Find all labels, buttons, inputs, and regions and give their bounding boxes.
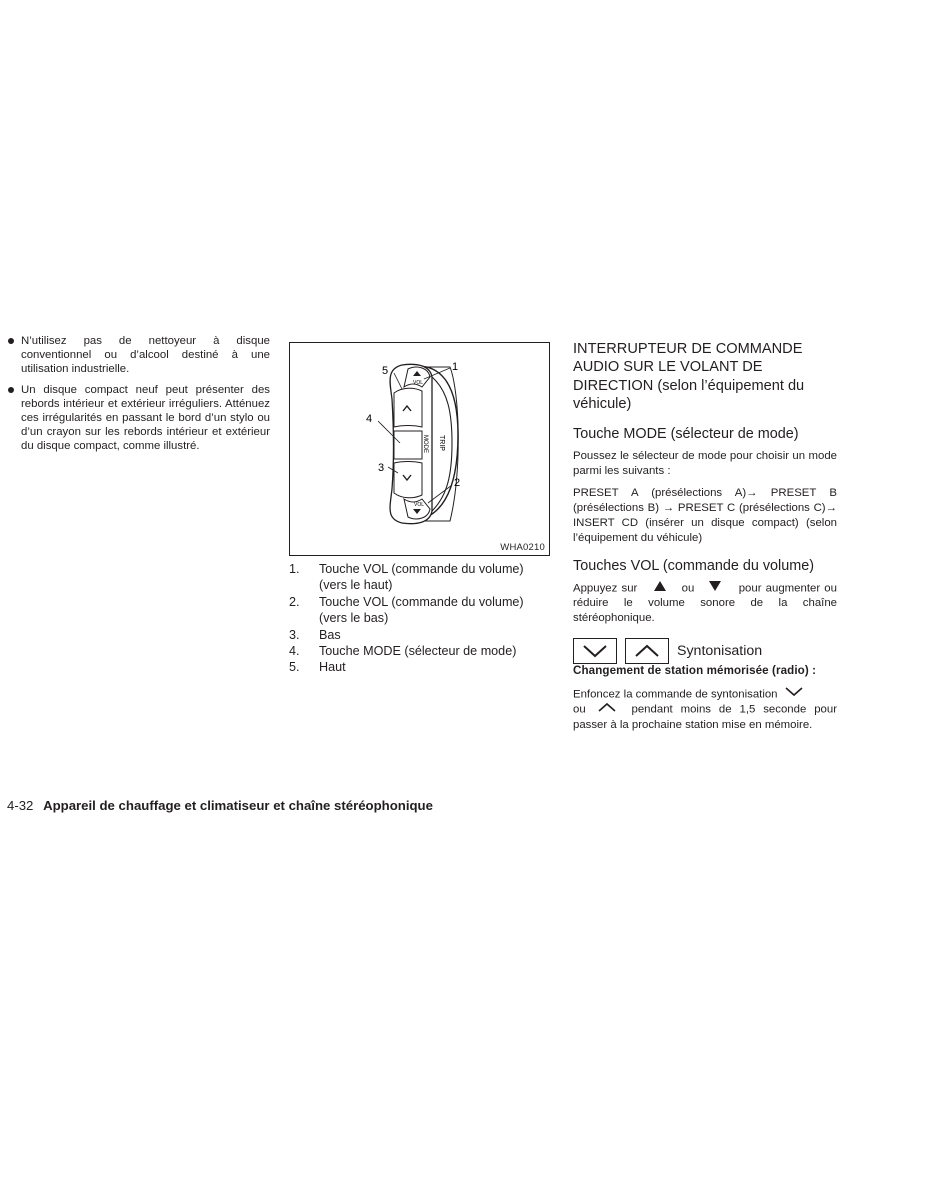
steering-switch-figure bbox=[289, 342, 550, 556]
preset-heading: Changement de station mémorisée (radio) : bbox=[573, 664, 817, 678]
chevron-up-icon bbox=[598, 702, 616, 717]
trip-button-label: TRIP bbox=[438, 435, 445, 451]
legend-number: 5. bbox=[289, 660, 300, 675]
vol-paragraph bbox=[573, 581, 837, 627]
right-column bbox=[573, 340, 837, 740]
tuning-text-or: ou bbox=[573, 703, 586, 716]
legend-item bbox=[289, 561, 552, 594]
vol-text-end: pour augmenter ou réduire le volume sonore de la chaîne stéréophonique. bbox=[573, 582, 837, 625]
tune-down-button bbox=[573, 638, 617, 664]
tuning-paragraph bbox=[573, 687, 837, 733]
legend-number: 2. bbox=[289, 594, 300, 609]
vol-text-or: ou bbox=[681, 582, 695, 595]
mode-heading: Touche MODE (sélecteur de mode) bbox=[573, 425, 799, 442]
mode-paragraph: Poussez le sélecteur de mode pour choisir un mode parmi les suivants : bbox=[573, 449, 837, 477]
section-heading-caps: INTERRUPTEUR DE COMMANDE AUDIO SUR LE VOLANT DE DIRECTION bbox=[573, 341, 803, 394]
callout-4: 4 bbox=[366, 413, 373, 425]
triangle-up-icon bbox=[654, 581, 666, 596]
legend-item bbox=[289, 659, 552, 675]
left-column bbox=[8, 334, 270, 460]
callout-1: 1 bbox=[452, 361, 459, 373]
middle-column bbox=[289, 342, 552, 676]
legend-text: Touche VOL (commande du volume) (vers le bas) bbox=[319, 594, 524, 626]
mode-sequence: PRESET A (présélections A)→ PRESET B (présélections B) → PRESET C (présélections C)→ INSERT CD (insérer un disque compact) (selon l’équipement du véhicule) bbox=[573, 486, 837, 544]
callout-3: 3 bbox=[378, 462, 385, 474]
legend-text: Touche VOL (commande du volume) (vers le haut) bbox=[319, 562, 524, 593]
legend-text: Touche MODE (sélecteur de mode) bbox=[319, 644, 517, 659]
figure-legend bbox=[289, 561, 552, 676]
legend-text: Haut bbox=[319, 660, 346, 675]
page-footer bbox=[7, 798, 433, 814]
steering-switch-illustration bbox=[290, 343, 549, 555]
section-title: Appareil de chauffage et climatiseur et chaîne stéréophonique bbox=[43, 798, 433, 813]
tuning-text-end: pendant moins de 1,5 seconde pour passer à la prochaine station mise en mémoire. bbox=[573, 703, 838, 731]
cleaning-bullet-list bbox=[8, 334, 270, 454]
chevron-down-icon bbox=[582, 644, 608, 658]
tuning-label: Syntonisation bbox=[677, 642, 763, 659]
tune-up-button bbox=[625, 638, 669, 664]
legend-number: 1. bbox=[289, 562, 300, 576]
vol-down-label: VOL bbox=[414, 502, 425, 508]
triangle-down-icon bbox=[709, 581, 721, 596]
chevron-down-icon bbox=[785, 687, 803, 702]
vol-up-label: VOL bbox=[413, 380, 424, 386]
section-heading-tail: (selon l’équipement du véhicule) bbox=[573, 377, 805, 413]
bullet-item: Un disque compact neuf peut présenter des rebords intérieur et extérieur irréguliers. Atténuez ces irrégularités en passant le bord d’un stylo ou d’un crayon sur les rebords intérieur et extérieur du disque compact, comme illustré. bbox=[8, 383, 270, 454]
mode-button-label: MODE bbox=[422, 435, 428, 453]
vol-text-start: Appuyez sur bbox=[573, 582, 638, 595]
chevron-up-icon bbox=[634, 644, 660, 658]
callout-5: 5 bbox=[382, 365, 389, 377]
tuning-text-start: Enfoncez la commande de syntonisation bbox=[573, 688, 778, 701]
tuning-row bbox=[573, 637, 837, 664]
callout-2: 2 bbox=[454, 477, 461, 489]
bullet-item: N’utilisez pas de nettoyeur à disque conventionnel ou d’alcool destiné à une utilisation industrielle. bbox=[8, 334, 270, 377]
page-number: 4-32 bbox=[7, 798, 34, 813]
legend-item bbox=[289, 627, 552, 643]
legend-number: 3. bbox=[289, 627, 300, 642]
legend-item bbox=[289, 594, 552, 627]
legend-number: 4. bbox=[289, 644, 300, 659]
figure-code: WHA0210 bbox=[500, 542, 545, 553]
section-heading bbox=[573, 340, 837, 414]
legend-item bbox=[289, 643, 552, 659]
vol-heading: Touches VOL (commande du volume) bbox=[573, 557, 815, 574]
legend-text: Bas bbox=[319, 627, 341, 642]
